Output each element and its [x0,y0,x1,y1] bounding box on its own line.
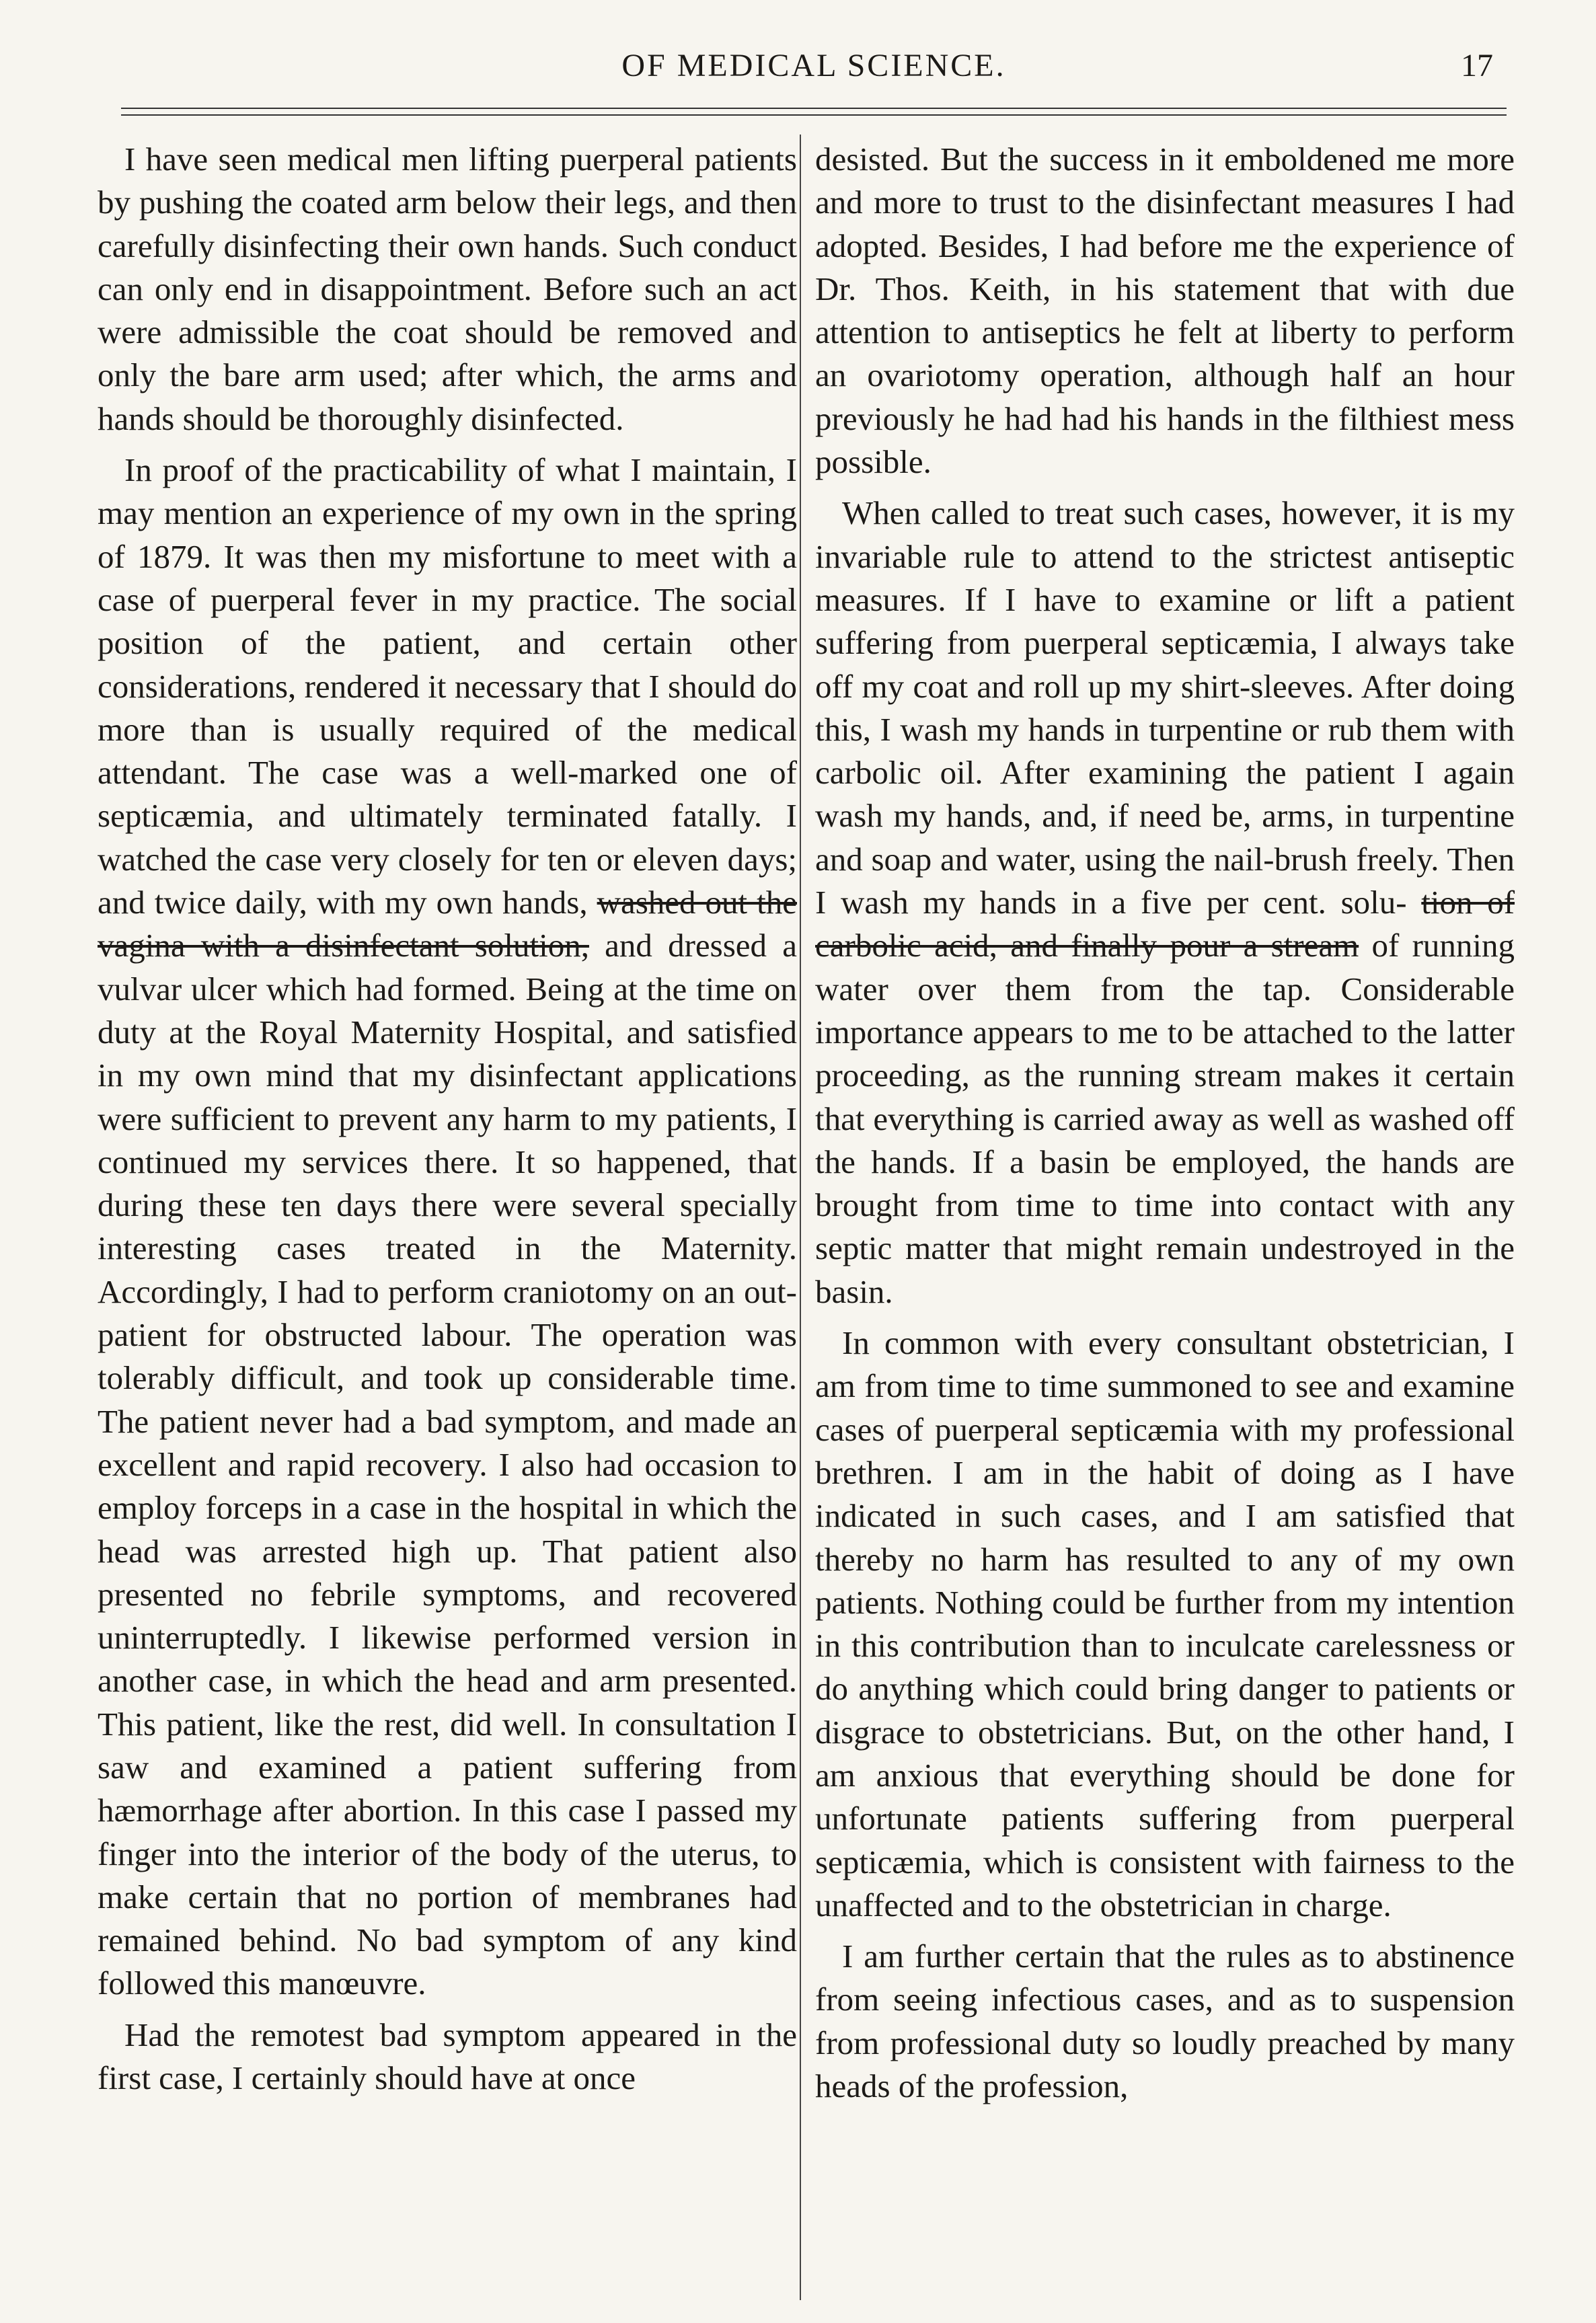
text-run: When called to treat such cases, however, it is my invariable rule to attend to the strictest antiseptic measures. If I have to examine or lift a patient suffering from puerperal septicæmia, I always take off my coat and roll up my shirt-sleeves. After doing this, I wash my hands in turpentine or rub them with carbolic oil. After examining the patient I again wash my hands, and, if need be, arms, in turpentine and soap and water, using the nail-brush freely. Then I wash my hands in a five per cent. solu- [815,494,1515,921]
right-column [815,138,1515,2108]
paragraph [98,449,797,2006]
column-divider [800,135,801,2300]
page-header [121,47,1507,101]
running-head: OF MEDICAL SCIENCE. [621,48,1006,83]
paragraph: I have seen medical men lifting puerperal patients by pushing the coated arm below their legs, and then carefully disinfecting their own hands. Such conduct can only end in disappointment. Before such an act were admissible the coat should be removed and only the bare arm used; after which, the arms and hands should be thoroughly disinfected. [98,141,797,437]
paragraph: In common with every consultant obstetrician, I am from time to time summoned to see and examine cases of puerperal septicæmia with my professional brethren. I am in the habit of doing as I have indicated in such cases, and I am satisfied that thereby no harm has resulted to any of my own patients. Nothing could be further from my intention in this contribution than to inculcate carelessness or do anything which could bring danger to patients or disgrace to obstetricians. But, on the other hand, I am anxious that everything should be done for unfortunate patients suffering from puerperal septicæmia, which is consistent with fairness to the unaffected and to the obstetrician in charge. [815,1324,1515,1924]
paragraph: I am further certain that the rules as to abstinence from seeing infectious cases, and as to suspension from professional duty so loudly preached by many heads of the profession, [815,1938,1515,2105]
left-column [98,138,797,2100]
text-run: and dressed a vulvar ulcer which had formed. Being at the time on duty at the Royal Maternity Hospital, and satisfied in my own mind that my disinfectant applications were sufficient to prevent any harm to my patients, I continued my services there. It so happened, that during these ten days there were several specially interesting cases treated in the Maternity. Accordingly, I had to perform craniotomy on an out-patient for obstructed labour. The operation was tolerably difficult, and took up considerable time. The patient never had a bad symptom, and made an excellent and rapid recovery. I also had occasion to employ forceps in a case in the hospital in which the head was arrested high up. That patient also presented no febrile symptoms, and recovered uninterruptedly. I likewise performed version in another case, in which the head and arm presented. This patient, like the rest, did well. In consultation I saw and examined a patient suffering from hæmorrhage after abortion. In this case I passed my finger into the interior of the body of the uterus, to make certain that no portion of membranes had remained behind. No bad symptom of any kind followed this manœuvre. [98,927,797,2002]
header-rule [121,108,1507,116]
text-run: In proof of the practicability of what I maintain, I may mention an experience of my own in the spring of 1879. It was then my misfortune to meet with a case of puerperal fever in my practice. The social position of the patient, and certain other considerations, rendered it necessary that I should do more than is usually required of the medical attendant. The case was a well-marked one of septicæmia, and ultimately terminated fatally. I watched the case very closely for ten or eleven days; and twice daily, with my own hands, [98,451,797,921]
paragraph: Had the remotest bad symptom appeared in the first case, I certainly should have at once [98,2016,797,2097]
text-run: of running water over them from the tap. Considerable importance appears to me to be attached to the latter proceeding, as the running stream makes it certain that everything is carried away as well as washed off the hands. If a basin be employed, the hands are brought from time to time into contact with any septic matter that might remain undestroyed in the basin. [815,927,1515,1310]
struck-text: washed out the vagina with a disinfectant solution, [98,884,797,964]
struck-text: tion of carbolic acid, and finally pour a stream [815,884,1515,964]
paragraph-continued: desisted. But the success in it emboldened me more and more to trust to the disinfectant measures I had adopted. Besides, I had before me the experience of Dr. Thos. Keith, in his statement that with due attention to antiseptics he felt at liberty to perform an ovariotomy operation, although half an hour previously he had had his hands in the filthiest mess possible. [815,141,1515,481]
paragraph [815,492,1515,1313]
page-number: 17 [1461,48,1493,83]
